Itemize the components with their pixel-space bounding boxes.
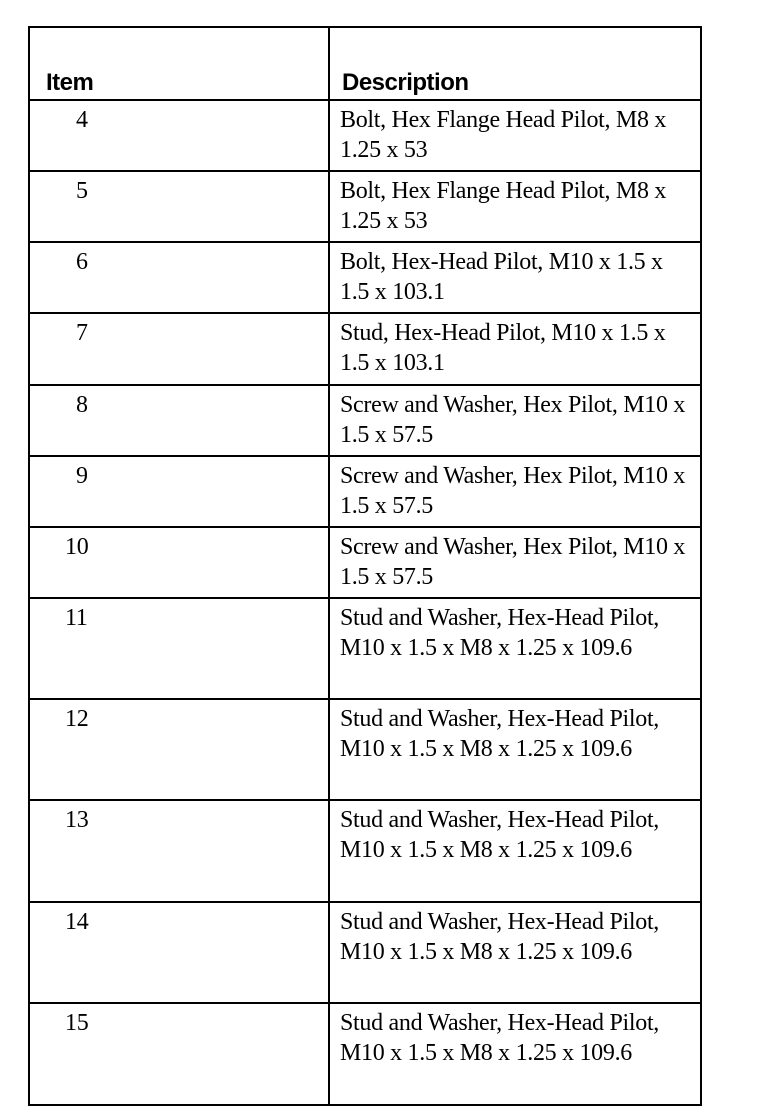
item-number: 9 [30,456,329,527]
item-number: 6 [30,242,329,313]
item-description: Bolt, Hex Flange Head Pilot, M8 x 1.25 x 53 [329,100,700,171]
table-row [30,171,700,242]
parts-table-grid [30,28,700,1104]
table-row [30,385,700,456]
item-description: Bolt, Hex Flange Head Pilot, M8 x 1.25 x 53 [329,171,700,242]
table-row [30,313,700,384]
item-description: Stud and Washer, Hex-Head Pilot, M10 x 1.5 x M8 x 1.25 x 109.6 [329,902,700,1003]
item-description: Screw and Washer, Hex Pilot, M10 x 1.5 x 57.5 [329,527,700,598]
table-row [30,527,700,598]
item-number: 7 [30,313,329,384]
item-number: 10 [30,527,329,598]
table-row [30,1003,700,1104]
item-number: 15 [30,1003,329,1104]
table-row [30,800,700,901]
item-number: 14 [30,902,329,1003]
item-description: Stud and Washer, Hex-Head Pilot, M10 x 1.5 x M8 x 1.25 x 109.6 [329,598,700,699]
table-row [30,100,700,171]
item-description: Stud and Washer, Hex-Head Pilot, M10 x 1.5 x M8 x 1.25 x 109.6 [329,800,700,901]
header-row [30,28,700,100]
item-number: 5 [30,171,329,242]
item-description: Stud and Washer, Hex-Head Pilot, M10 x 1.5 x M8 x 1.25 x 109.6 [329,699,700,800]
item-column-header: Item [30,28,329,100]
item-number: 11 [30,598,329,699]
item-number: 13 [30,800,329,901]
table-row [30,699,700,800]
parts-table [28,26,702,1106]
table-row [30,242,700,313]
item-description: Screw and Washer, Hex Pilot, M10 x 1.5 x 57.5 [329,456,700,527]
table-row [30,902,700,1003]
item-number: 12 [30,699,329,800]
item-description: Stud and Washer, Hex-Head Pilot, M10 x 1.5 x M8 x 1.25 x 109.6 [329,1003,700,1104]
table-row [30,456,700,527]
item-description: Bolt, Hex-Head Pilot, M10 x 1.5 x 1.5 x 103.1 [329,242,700,313]
item-description: Stud, Hex-Head Pilot, M10 x 1.5 x 1.5 x 103.1 [329,313,700,384]
item-description: Screw and Washer, Hex Pilot, M10 x 1.5 x 57.5 [329,385,700,456]
item-number: 8 [30,385,329,456]
description-column-header: Description [329,28,700,100]
table-row [30,598,700,699]
item-number: 4 [30,100,329,171]
